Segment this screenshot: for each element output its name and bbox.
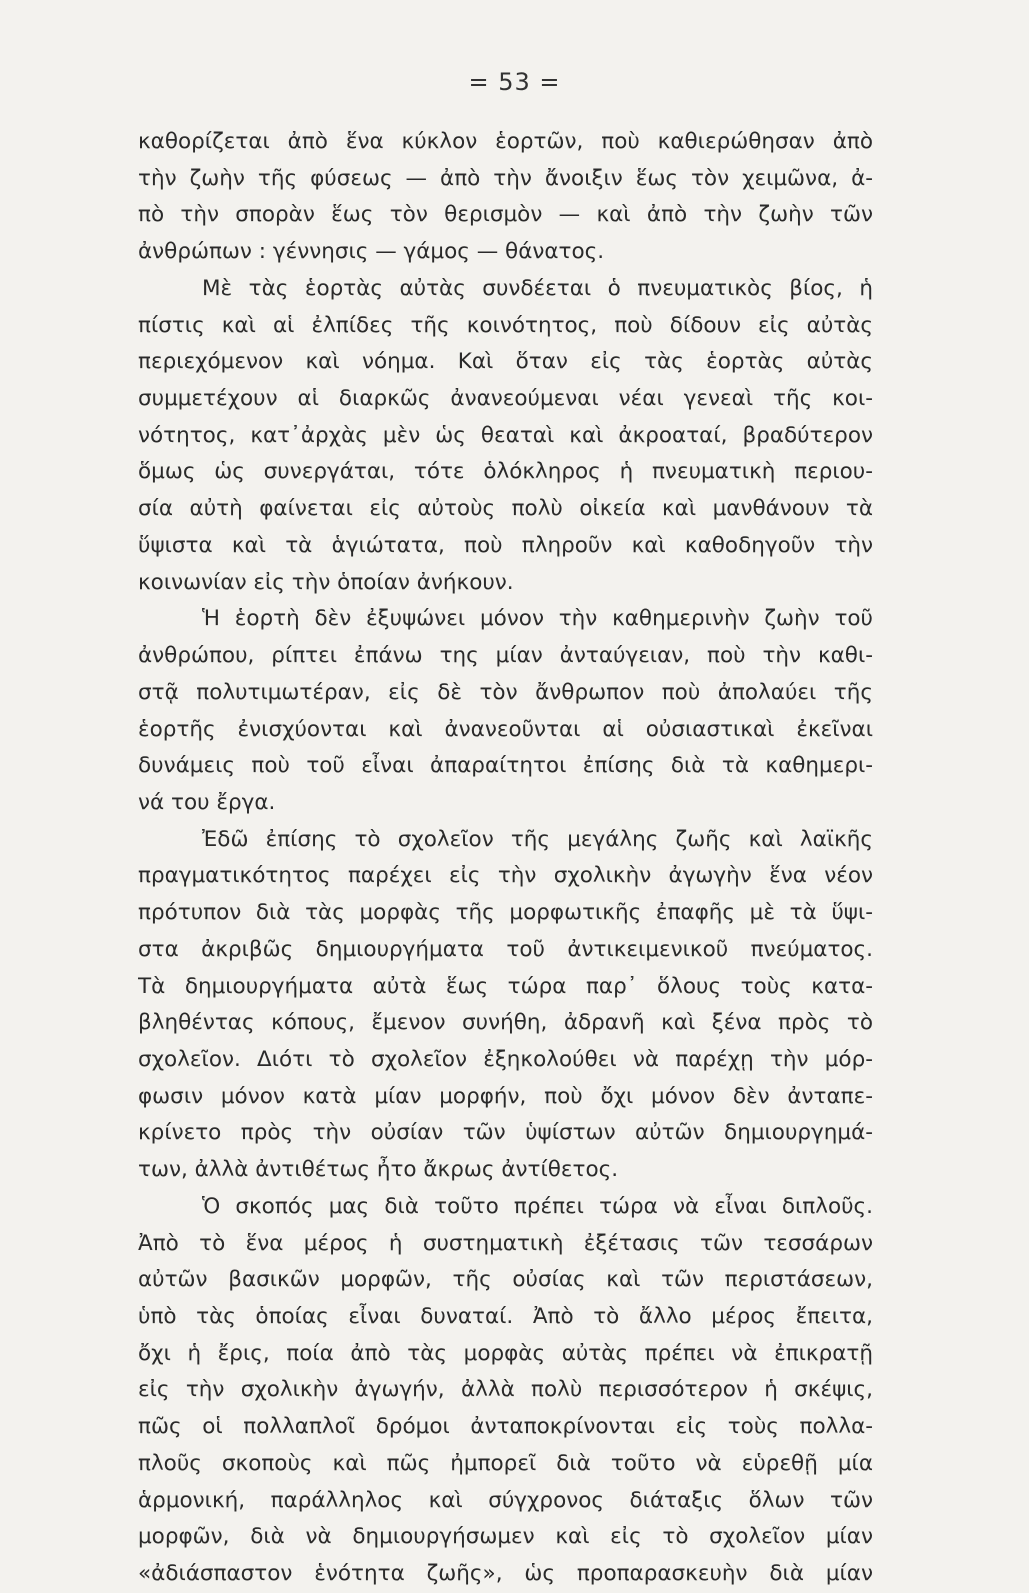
text-line: ἀνθρώπου, ρίπτει ἐπάνω της μίαν ἀνταύγειαν, ποὺ τὴν καθι-	[138, 643, 873, 669]
text-line: πρότυπον διὰ τὰς μορφὰς τῆς μορφωτικῆς ἐπαφῆς μὲ τὰ ὕψι-	[138, 900, 873, 926]
text-line: στα ἀκριβῶς δημιουργήματα τοῦ ἀντικειμενικοῦ πνεύματος.	[138, 936, 873, 962]
text-line: ἁρμονική, παράλληλος καὶ σύγχρονος διάταξις ὅλων τῶν	[138, 1487, 873, 1513]
text-line: Ἀπὸ τὸ ἕνα μέρος ἡ συστηματικὴ ἐξέτασις τῶν τεσσάρων	[138, 1230, 873, 1256]
text-line: πραγματικότητος παρέχει εἰς τὴν σχολικὴν ἀγωγὴν ἕνα νέον	[138, 863, 873, 889]
text-line: ὄχι ἡ ἔρις, ποία ἀπὸ τὰς μορφὰς αὐτὰς πρέπει νὰ ἐπικρατῇ	[138, 1340, 873, 1366]
text-line: ὕψιστα καὶ τὰ ἁγιώτατα, ποὺ πληροῦν καὶ καθοδηγοῦν τὴν	[138, 532, 873, 558]
body-text	[138, 124, 873, 1593]
text-line: νά του ἔργα.	[138, 789, 276, 815]
text-line: αὐτῶν βασικῶν μορφῶν, τῆς οὐσίας καὶ τῶν περιστάσεων,	[138, 1267, 873, 1293]
text-line: βληθέντας κόπους, ἔμενον συνήθη, ἀδρανῆ καὶ ξένα πρὸς τὸ	[138, 1010, 873, 1036]
paragraph-3	[138, 601, 873, 821]
text-line: συμμετέχουν αἱ διαρκῶς ἀνανεούμεναι νέαι γενεαὶ τῆς κοι-	[138, 386, 873, 412]
text-line: πλοῦς σκοποὺς καὶ πῶς ἠμπορεῖ διὰ τοῦτο νὰ εὑρεθῇ μία	[138, 1450, 873, 1476]
paragraph-1	[138, 124, 873, 271]
text-line: νότητος, κατ᾽ἀρχὰς μὲν ὡς θεαταὶ καὶ ἀκροαταί, βραδύτερον	[138, 422, 873, 448]
paragraph-5	[138, 1189, 873, 1593]
text-line: Ὁ σκοπός μας διὰ τοῦτο πρέπει τώρα νὰ εἶναι διπλοῦς.	[202, 1193, 873, 1219]
text-line: των, ἀλλὰ ἀντιθέτως ἦτο ἄκρως ἀντίθετος.	[138, 1157, 619, 1183]
text-line: περιεχόμενον καὶ νόημα. Καὶ ὅταν εἰς τὰς ἑορτὰς αὐτὰς	[138, 349, 873, 375]
text-line: εἰς τὴν σχολικὴν ἀγωγήν, ἀλλὰ πολὺ περισσότερον ἡ σκέψις,	[138, 1377, 873, 1403]
text-line: «ἀδιάσπαστον ἑνότητα ζωῆς», ὡς προπαρασκευὴν διὰ μίαν	[138, 1561, 873, 1587]
text-line: πίστις καὶ αἱ ἐλπίδες τῆς κοινότητος, ποὺ δίδουν εἰς αὐτὰς	[138, 312, 873, 338]
text-line: μορφῶν, διὰ νὰ δημιουργήσωμεν καὶ εἰς τὸ σχολεῖον μίαν	[138, 1524, 873, 1550]
text-line: ὑπὸ τὰς ὁποίας εἶναι δυναταί. Ἀπὸ τὸ ἄλλο μέρος ἔπειτα,	[138, 1304, 873, 1329]
text-line: τὴν ζωὴν τῆς φύσεως — ἀπὸ τὴν ἄνοιξιν ἕως τὸν χειμῶνα, ἀ-	[138, 165, 873, 191]
text-line: Ἐδῶ ἐπίσης τὸ σχολεῖον τῆς μεγάλης ζωῆς καὶ λαϊκῆς	[202, 826, 873, 852]
text-line: ἑορτῆς ἐνισχύονται καὶ ἀνανεοῦνται αἱ οὐσιαστικαὶ ἐκεῖναι	[138, 716, 873, 742]
page-number: = 53 =	[468, 68, 561, 96]
text-line: στᾷ πολυτιμωτέραν, εἰς δὲ τὸν ἄνθρωπον ποὺ ἀπολαύει τῆς	[138, 679, 873, 705]
text-line: ὅμως ὡς συνεργάται, τότε ὁλόκληρος ἡ πνευματικὴ περιου-	[138, 459, 873, 485]
text-line: καθορίζεται ἀπὸ ἕνα κύκλον ἑορτῶν, ποὺ καθιερώθησαν ἀπὸ	[138, 129, 873, 154]
text-line: πὸ τὴν σπορὰν ἕως τὸν θερισμὸν — καὶ ἀπὸ τὴν ζωὴν τῶν	[138, 202, 873, 228]
text-line: δυνάμεις ποὺ τοῦ εἶναι ἀπαραίτητοι ἐπίσης διὰ τὰ καθημερι-	[138, 753, 873, 779]
paragraph-4	[138, 822, 873, 1189]
text-line: ἀνθρώπων : γέννησις — γάμος — θάνατος.	[138, 239, 605, 265]
text-line: Μὲ τὰς ἑορτὰς αὐτὰς συνδέεται ὁ πνευματικὸς βίος, ἡ	[202, 275, 873, 301]
text-line: Ἡ ἑορτὴ δὲν ἐξυψώνει μόνον τὴν καθημερινὴν ζωὴν τοῦ	[202, 606, 873, 632]
text-line: φωσιν μόνον κατὰ μίαν μορφήν, ποὺ ὄχι μόνον δὲν ἀνταπε-	[138, 1083, 873, 1109]
text-line: σία αὐτὴ φαίνεται εἰς αὐτοὺς πολὺ οἰκεία καὶ μανθάνουν τὰ	[138, 496, 873, 522]
paragraph-2	[138, 271, 873, 601]
text-line: κοινωνίαν εἰς τὴν ὁποίαν ἀνήκουν.	[138, 569, 514, 595]
text-line: σχολεῖον. Διότι τὸ σχολεῖον ἐξηκολούθει νὰ παρέχῃ τὴν μόρ-	[138, 1046, 873, 1072]
text-line: Τὰ δημιουργήματα αὐτὰ ἕως τώρα παρ᾽ ὅλους τοὺς κατα-	[138, 973, 873, 999]
text-line: πῶς οἱ πολλαπλοῖ δρόμοι ἀνταποκρίνονται εἰς τοὺς πολλα-	[138, 1414, 873, 1440]
text-line: κρίνετο πρὸς τὴν οὐσίαν τῶν ὑψίστων αὐτῶν δημιουργημά-	[138, 1120, 873, 1146]
